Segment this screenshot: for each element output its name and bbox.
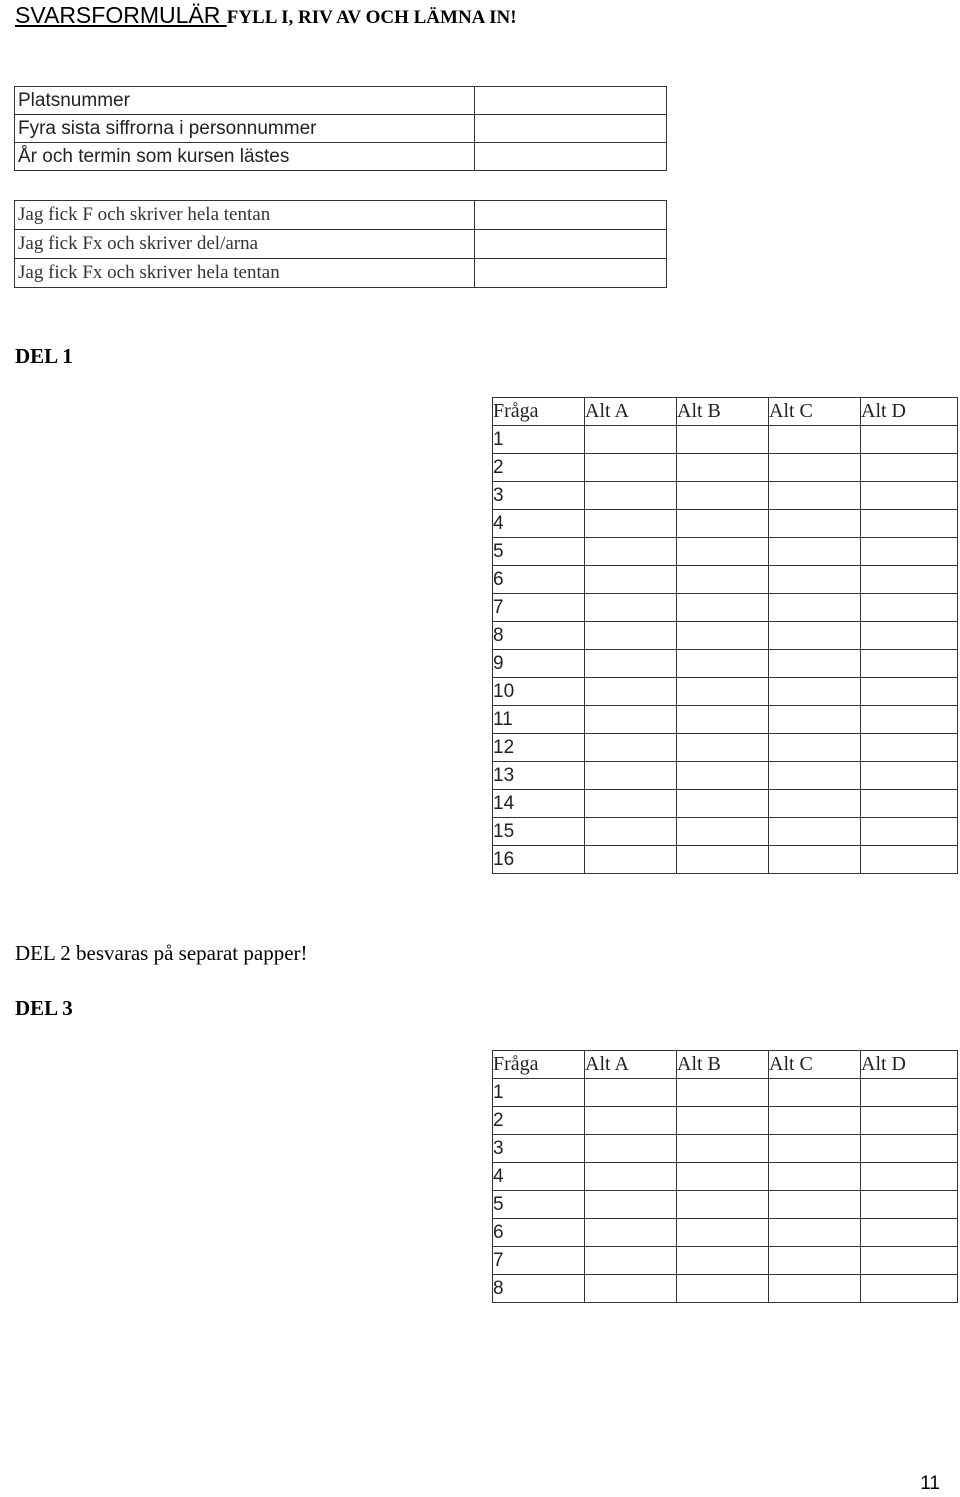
question-number: 6 bbox=[493, 566, 585, 594]
question-row bbox=[493, 846, 958, 874]
answer-cell-b[interactable] bbox=[677, 426, 769, 454]
question-number: 3 bbox=[493, 482, 585, 510]
answer-cell-d[interactable] bbox=[861, 706, 958, 734]
answer-cell-b[interactable] bbox=[677, 1247, 769, 1275]
answer-cell-c[interactable] bbox=[769, 1135, 861, 1163]
answer-cell-a[interactable] bbox=[585, 762, 677, 790]
column-header: Alt B bbox=[677, 1051, 769, 1079]
answer-cell-b[interactable] bbox=[677, 762, 769, 790]
answer-cell-a[interactable] bbox=[585, 1219, 677, 1247]
answer-cell-c[interactable] bbox=[769, 426, 861, 454]
answer-cell-a[interactable] bbox=[585, 846, 677, 874]
answer-cell-d[interactable] bbox=[861, 818, 958, 846]
answer-cell-d[interactable] bbox=[861, 734, 958, 762]
question-number: 2 bbox=[493, 454, 585, 482]
del3-heading: DEL 3 bbox=[15, 996, 73, 1020]
info-answer-field[interactable] bbox=[475, 115, 667, 143]
grade-status-table bbox=[14, 200, 667, 288]
answer-cell-a[interactable] bbox=[585, 678, 677, 706]
answer-cell-c[interactable] bbox=[769, 678, 861, 706]
answer-cell-d[interactable] bbox=[861, 510, 958, 538]
answer-cell-a[interactable] bbox=[585, 538, 677, 566]
answer-cell-c[interactable] bbox=[769, 566, 861, 594]
answer-cell-d[interactable] bbox=[861, 1219, 958, 1247]
answer-cell-a[interactable] bbox=[585, 818, 677, 846]
question-number: 8 bbox=[493, 622, 585, 650]
info-label: År och termin som kursen lästes bbox=[15, 143, 475, 171]
question-number: 3 bbox=[493, 1135, 585, 1163]
answer-cell-a[interactable] bbox=[585, 454, 677, 482]
answer-cell-a[interactable] bbox=[585, 1163, 677, 1191]
answer-cell-a[interactable] bbox=[585, 1275, 677, 1303]
answer-cell-c[interactable] bbox=[769, 1247, 861, 1275]
answer-cell-b[interactable] bbox=[677, 566, 769, 594]
answer-cell-d[interactable] bbox=[861, 1275, 958, 1303]
answer-cell-b[interactable] bbox=[677, 622, 769, 650]
answer-cell-a[interactable] bbox=[585, 706, 677, 734]
question-row bbox=[493, 706, 958, 734]
column-header: Alt A bbox=[585, 1051, 677, 1079]
info-answer-field[interactable] bbox=[475, 230, 667, 259]
answer-cell-b[interactable] bbox=[677, 594, 769, 622]
answer-cell-d[interactable] bbox=[861, 426, 958, 454]
column-header: Alt B bbox=[677, 398, 769, 426]
answer-cell-c[interactable] bbox=[769, 510, 861, 538]
answer-cell-b[interactable] bbox=[677, 818, 769, 846]
answer-cell-c[interactable] bbox=[769, 706, 861, 734]
answer-cell-a[interactable] bbox=[585, 1079, 677, 1107]
answer-cell-d[interactable] bbox=[861, 762, 958, 790]
question-number: 5 bbox=[493, 538, 585, 566]
answer-cell-d[interactable] bbox=[861, 1163, 958, 1191]
column-header: Alt C bbox=[769, 398, 861, 426]
answer-cell-d[interactable] bbox=[861, 1107, 958, 1135]
question-number: 14 bbox=[493, 790, 585, 818]
question-row bbox=[493, 1135, 958, 1163]
question-number: 13 bbox=[493, 762, 585, 790]
answer-cell-a[interactable] bbox=[585, 1191, 677, 1219]
question-number: 7 bbox=[493, 594, 585, 622]
question-row bbox=[493, 594, 958, 622]
question-row bbox=[493, 566, 958, 594]
answer-cell-d[interactable] bbox=[861, 454, 958, 482]
info-row bbox=[15, 259, 667, 288]
info-answer-field[interactable] bbox=[475, 201, 667, 230]
answer-cell-a[interactable] bbox=[585, 1107, 677, 1135]
answer-cell-b[interactable] bbox=[677, 454, 769, 482]
column-header: Fråga bbox=[493, 1051, 585, 1079]
answer-cell-a[interactable] bbox=[585, 482, 677, 510]
answer-cell-d[interactable] bbox=[861, 594, 958, 622]
del1-answer-table bbox=[492, 397, 958, 874]
answer-cell-b[interactable] bbox=[677, 482, 769, 510]
question-number: 9 bbox=[493, 650, 585, 678]
answer-cell-b[interactable] bbox=[677, 846, 769, 874]
header-row bbox=[493, 1051, 958, 1079]
info-row bbox=[15, 87, 667, 115]
info-answer-field[interactable] bbox=[475, 87, 667, 115]
question-row bbox=[493, 1219, 958, 1247]
answer-cell-d[interactable] bbox=[861, 1135, 958, 1163]
answer-cell-a[interactable] bbox=[585, 650, 677, 678]
question-row bbox=[493, 762, 958, 790]
answer-cell-d[interactable] bbox=[861, 622, 958, 650]
answer-cell-d[interactable] bbox=[861, 846, 958, 874]
question-number: 4 bbox=[493, 1163, 585, 1191]
column-header: Alt D bbox=[861, 1051, 958, 1079]
answer-cell-c[interactable] bbox=[769, 622, 861, 650]
info-answer-field[interactable] bbox=[475, 259, 667, 288]
answer-cell-b[interactable] bbox=[677, 510, 769, 538]
column-header: Fråga bbox=[493, 398, 585, 426]
del2-note: DEL 2 besvaras på separat papper! bbox=[15, 941, 308, 965]
question-row bbox=[493, 1163, 958, 1191]
info-label: Jag fick F och skriver hela tentan bbox=[15, 201, 475, 230]
info-label: Fyra sista siffrorna i personnummer bbox=[15, 115, 475, 143]
question-row bbox=[493, 734, 958, 762]
question-number: 11 bbox=[493, 706, 585, 734]
question-number: 8 bbox=[493, 1275, 585, 1303]
question-number: 1 bbox=[493, 1079, 585, 1107]
answer-cell-a[interactable] bbox=[585, 790, 677, 818]
answer-cell-c[interactable] bbox=[769, 1275, 861, 1303]
answer-cell-c[interactable] bbox=[769, 1219, 861, 1247]
answer-cell-d[interactable] bbox=[861, 482, 958, 510]
del1-heading: DEL 1 bbox=[15, 344, 73, 368]
answer-cell-c[interactable] bbox=[769, 454, 861, 482]
info-label: Jag fick Fx och skriver del/arna bbox=[15, 230, 475, 259]
answer-cell-c[interactable] bbox=[769, 650, 861, 678]
answer-cell-a[interactable] bbox=[585, 1135, 677, 1163]
question-row bbox=[493, 650, 958, 678]
question-row bbox=[493, 482, 958, 510]
del3-answer-table bbox=[492, 1050, 958, 1303]
question-number: 16 bbox=[493, 846, 585, 874]
answer-cell-b[interactable] bbox=[677, 790, 769, 818]
info-label: Jag fick Fx och skriver hela tentan bbox=[15, 259, 475, 288]
question-row bbox=[493, 790, 958, 818]
answer-cell-b[interactable] bbox=[677, 706, 769, 734]
question-number: 4 bbox=[493, 510, 585, 538]
answer-cell-a[interactable] bbox=[585, 510, 677, 538]
column-header: Alt A bbox=[585, 398, 677, 426]
header-row bbox=[493, 398, 958, 426]
answer-cell-a[interactable] bbox=[585, 594, 677, 622]
info-row bbox=[15, 201, 667, 230]
answer-cell-d[interactable] bbox=[861, 1247, 958, 1275]
column-header: Alt C bbox=[769, 1051, 861, 1079]
answer-cell-b[interactable] bbox=[677, 1163, 769, 1191]
info-row bbox=[15, 115, 667, 143]
question-number: 10 bbox=[493, 678, 585, 706]
question-row bbox=[493, 622, 958, 650]
question-number: 12 bbox=[493, 734, 585, 762]
answer-cell-c[interactable] bbox=[769, 818, 861, 846]
question-number: 7 bbox=[493, 1247, 585, 1275]
answer-cell-b[interactable] bbox=[677, 1135, 769, 1163]
answer-cell-a[interactable] bbox=[585, 426, 677, 454]
question-row bbox=[493, 1079, 958, 1107]
answer-cell-a[interactable] bbox=[585, 566, 677, 594]
form-title-main: SVARSFORMULÄR bbox=[15, 2, 227, 28]
question-row bbox=[493, 818, 958, 846]
answer-cell-d[interactable] bbox=[861, 790, 958, 818]
answer-cell-d[interactable] bbox=[861, 1191, 958, 1219]
question-row bbox=[493, 510, 958, 538]
answer-cell-d[interactable] bbox=[861, 566, 958, 594]
answer-cell-a[interactable] bbox=[585, 622, 677, 650]
answer-cell-c[interactable] bbox=[769, 734, 861, 762]
answer-cell-c[interactable] bbox=[769, 1107, 861, 1135]
answer-cell-b[interactable] bbox=[677, 1219, 769, 1247]
question-number: 6 bbox=[493, 1219, 585, 1247]
page-number: 11 bbox=[920, 1473, 940, 1494]
info-row bbox=[15, 143, 667, 171]
answer-cell-c[interactable] bbox=[769, 538, 861, 566]
form-title-instruction: FYLL I, RIV AV OCH LÄMNA IN! bbox=[226, 7, 517, 28]
answer-cell-c[interactable] bbox=[769, 1163, 861, 1191]
answer-cell-d[interactable] bbox=[861, 1079, 958, 1107]
info-answer-field[interactable] bbox=[475, 143, 667, 171]
question-row bbox=[493, 1191, 958, 1219]
answer-cell-c[interactable] bbox=[769, 482, 861, 510]
form-title bbox=[15, 2, 517, 29]
answer-cell-b[interactable] bbox=[677, 538, 769, 566]
answer-cell-d[interactable] bbox=[861, 650, 958, 678]
question-row bbox=[493, 1107, 958, 1135]
student-info-table bbox=[14, 86, 667, 171]
question-number: 1 bbox=[493, 426, 585, 454]
answer-cell-c[interactable] bbox=[769, 762, 861, 790]
info-row bbox=[15, 230, 667, 259]
answer-cell-c[interactable] bbox=[769, 1079, 861, 1107]
question-row bbox=[493, 678, 958, 706]
question-row bbox=[493, 426, 958, 454]
answer-cell-b[interactable] bbox=[677, 1275, 769, 1303]
question-number: 15 bbox=[493, 818, 585, 846]
answer-cell-b[interactable] bbox=[677, 1191, 769, 1219]
answer-cell-a[interactable] bbox=[585, 734, 677, 762]
answer-cell-d[interactable] bbox=[861, 678, 958, 706]
answer-cell-b[interactable] bbox=[677, 678, 769, 706]
question-number: 5 bbox=[493, 1191, 585, 1219]
answer-cell-c[interactable] bbox=[769, 594, 861, 622]
answer-cell-c[interactable] bbox=[769, 790, 861, 818]
column-header: Alt D bbox=[861, 398, 958, 426]
answer-cell-b[interactable] bbox=[677, 650, 769, 678]
info-label: Platsnummer bbox=[15, 87, 475, 115]
question-row bbox=[493, 1247, 958, 1275]
question-number: 2 bbox=[493, 1107, 585, 1135]
question-row bbox=[493, 454, 958, 482]
answer-cell-d[interactable] bbox=[861, 538, 958, 566]
answer-cell-c[interactable] bbox=[769, 1191, 861, 1219]
answer-cell-c[interactable] bbox=[769, 846, 861, 874]
question-row bbox=[493, 1275, 958, 1303]
answer-cell-b[interactable] bbox=[677, 734, 769, 762]
answer-cell-b[interactable] bbox=[677, 1079, 769, 1107]
answer-cell-b[interactable] bbox=[677, 1107, 769, 1135]
answer-cell-a[interactable] bbox=[585, 1247, 677, 1275]
question-row bbox=[493, 538, 958, 566]
